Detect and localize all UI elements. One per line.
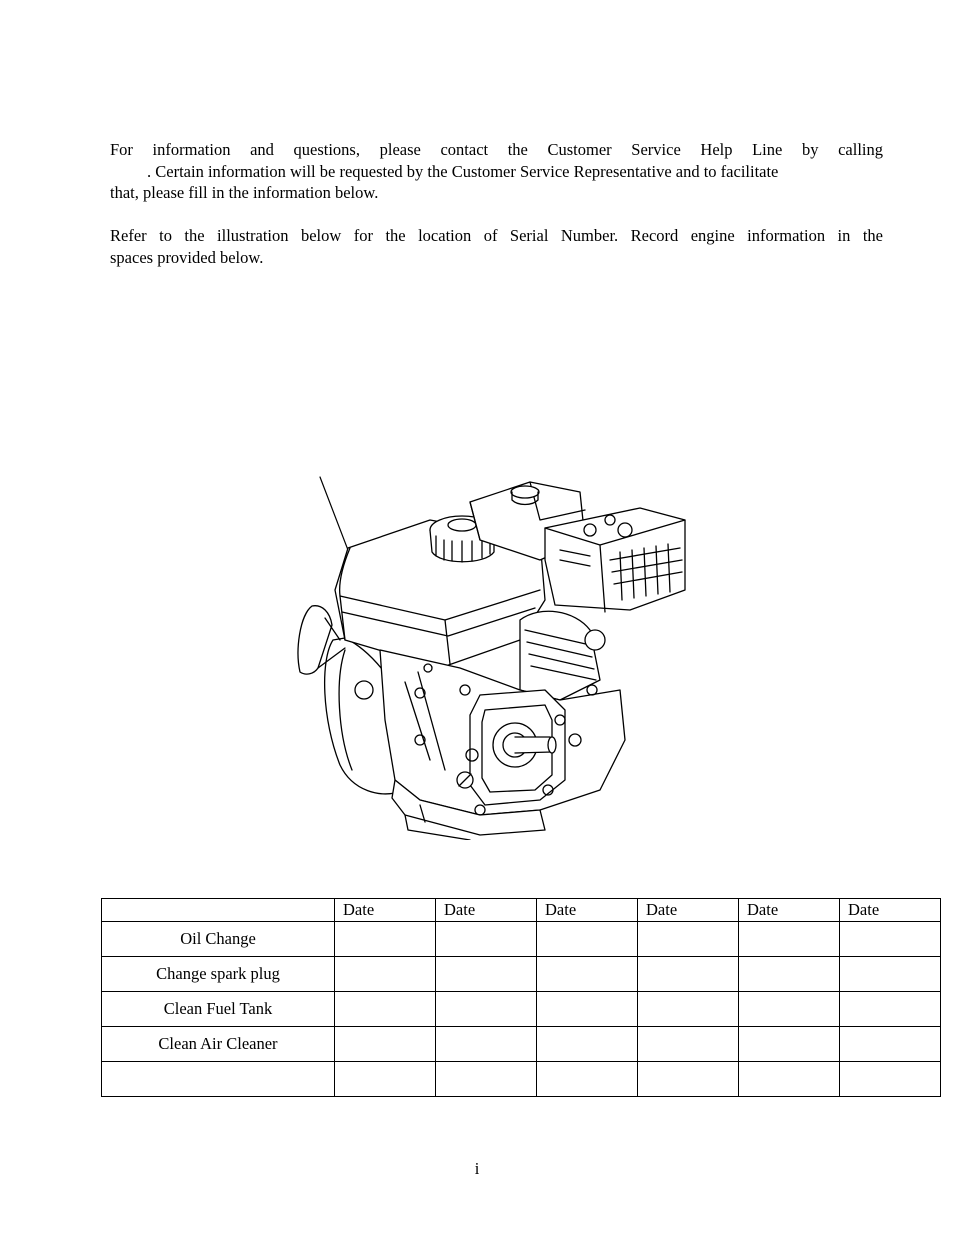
table-header-row — [102, 899, 941, 922]
serial-line-1: Refer to the illustration below for the location of Serial Number. Record engine information in the — [110, 226, 883, 245]
table-row — [102, 992, 941, 1027]
date-entry-cell[interactable] — [638, 1062, 739, 1097]
header-cell-date: Date — [840, 899, 941, 922]
date-entry-cell[interactable] — [739, 957, 840, 992]
header-cell-blank — [102, 899, 335, 922]
date-entry-cell[interactable] — [335, 922, 436, 957]
date-entry-cell[interactable] — [335, 957, 436, 992]
intro-line-1: For information and questions, please contact the Customer Service Help Line by calling — [110, 140, 883, 159]
date-entry-cell[interactable] — [739, 1062, 840, 1097]
date-entry-cell[interactable] — [436, 1062, 537, 1097]
task-cell: Clean Fuel Tank — [102, 992, 335, 1027]
intro-line-3: that, please fill in the information below. — [110, 183, 379, 202]
page-number: i — [474, 1159, 480, 1178]
date-entry-cell[interactable] — [840, 922, 941, 957]
table-row — [102, 922, 941, 957]
date-entry-cell[interactable] — [335, 1062, 436, 1097]
table-row — [102, 1027, 941, 1062]
date-entry-cell[interactable] — [436, 1027, 537, 1062]
date-entry-cell[interactable] — [335, 992, 436, 1027]
date-entry-cell[interactable] — [638, 1027, 739, 1062]
date-entry-cell[interactable] — [840, 992, 941, 1027]
header-cell-date: Date — [335, 899, 436, 922]
date-entry-cell[interactable] — [739, 1027, 840, 1062]
date-entry-cell[interactable] — [436, 957, 537, 992]
engine-illustration-icon — [290, 470, 700, 840]
customer-service-paragraph — [110, 139, 883, 204]
date-entry-cell[interactable] — [537, 922, 638, 957]
task-cell: Oil Change — [102, 922, 335, 957]
date-entry-cell[interactable] — [436, 922, 537, 957]
date-entry-cell[interactable] — [739, 922, 840, 957]
date-entry-cell[interactable] — [537, 1062, 638, 1097]
date-entry-cell[interactable] — [638, 957, 739, 992]
date-entry-cell[interactable] — [436, 992, 537, 1027]
date-entry-cell[interactable] — [537, 957, 638, 992]
date-entry-cell[interactable] — [638, 992, 739, 1027]
table-row — [102, 1062, 941, 1097]
maintenance-log-table — [101, 898, 941, 1097]
date-entry-cell[interactable] — [739, 992, 840, 1027]
task-cell[interactable] — [102, 1062, 335, 1097]
serial-number-paragraph — [110, 225, 883, 268]
header-cell-date: Date — [638, 899, 739, 922]
task-cell: Clean Air Cleaner — [102, 1027, 335, 1062]
task-cell: Change spark plug — [102, 957, 335, 992]
header-cell-date: Date — [436, 899, 537, 922]
header-cell-date: Date — [739, 899, 840, 922]
date-entry-cell[interactable] — [840, 957, 941, 992]
date-entry-cell[interactable] — [840, 1027, 941, 1062]
date-entry-cell[interactable] — [537, 1027, 638, 1062]
date-entry-cell[interactable] — [638, 922, 739, 957]
intro-line-2: . Certain information will be requested by the Customer Service Representative and to facilitate — [147, 161, 779, 181]
date-entry-cell[interactable] — [840, 1062, 941, 1097]
header-cell-date: Date — [537, 899, 638, 922]
date-entry-cell[interactable] — [537, 992, 638, 1027]
serial-line-2: spaces provided below. — [110, 247, 264, 267]
date-entry-cell[interactable] — [335, 1027, 436, 1062]
table-row — [102, 957, 941, 992]
